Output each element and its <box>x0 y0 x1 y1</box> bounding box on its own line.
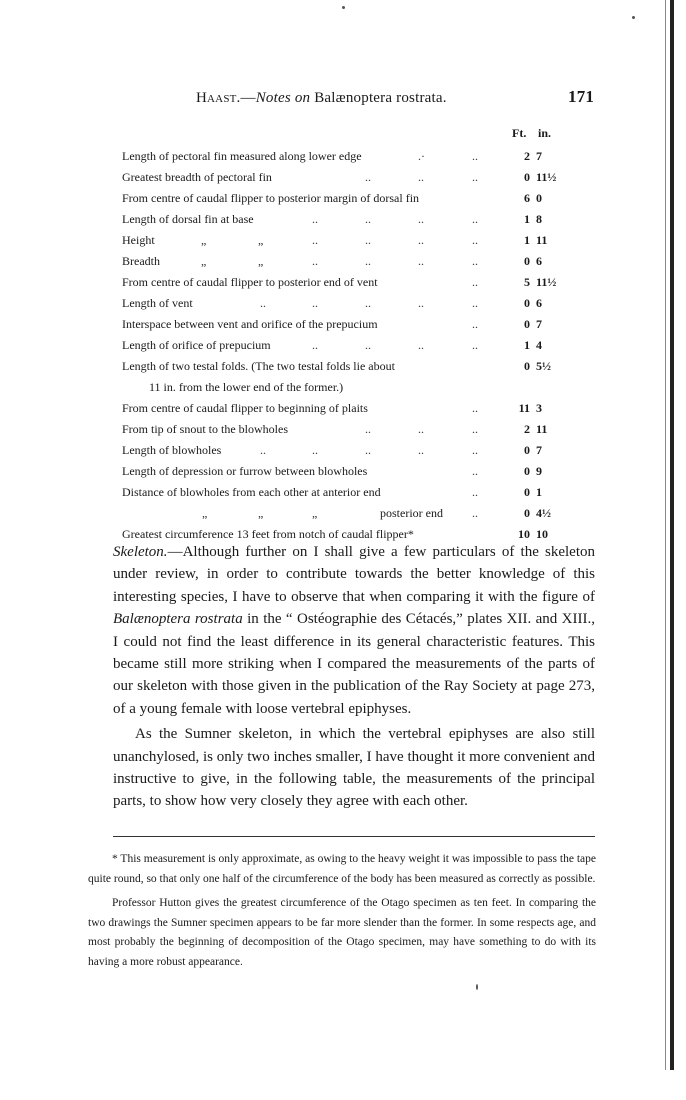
table-row <box>122 461 562 482</box>
leader-dots: .. <box>472 401 478 415</box>
leader-dots: .. <box>365 443 371 457</box>
print-speck <box>632 16 635 19</box>
running-header <box>196 87 636 107</box>
row-label: From centre of caudal flipper to posterior margin of dorsal fin <box>122 191 420 205</box>
row-inches: 4 <box>536 338 542 352</box>
table-row <box>122 503 562 524</box>
row-inches: 11½ <box>536 170 557 184</box>
leader-dots: .. <box>312 443 318 457</box>
leader-dots: .. <box>472 506 478 520</box>
footnote-1: * This measurement is only approximate, as owing to the heavy weight it was impossible to pass the tape quite round, so that only one half of the circumference of the body has been measured as correctly as possible. <box>88 853 596 885</box>
row-label: Height <box>122 233 155 247</box>
row-feet: 6 <box>524 191 530 205</box>
table-row <box>122 482 562 503</box>
row-inches: 4½ <box>536 506 551 520</box>
table-row <box>122 293 562 314</box>
leader-dots: .. <box>365 254 371 268</box>
leader-dots: .. <box>472 338 478 352</box>
leader-dots: .. <box>472 443 478 457</box>
table-row <box>122 335 562 356</box>
row-inches: 6 <box>536 254 542 268</box>
row-feet: 0 <box>524 296 530 310</box>
row-feet: 1 <box>524 212 530 226</box>
footnote-2: Professor Hutton gives the greatest circumference of the Otago specimen as ten feet. In comparing the two drawings the Sumner specimen appears to be far more slender than the former. In some respects age, and most probably the beginning of decomposition of the Otago specimen, may have something to do with its having a more robust appearance. <box>88 897 596 968</box>
row-feet: 0 <box>524 485 530 499</box>
binding-edge-line <box>665 0 666 1070</box>
leader-dots: .. <box>418 443 424 457</box>
ditto-mark: „ <box>201 254 207 268</box>
row-label: From centre of caudal flipper to beginning of plaits <box>122 401 368 415</box>
table-row <box>122 356 562 377</box>
leader-dots: .. <box>260 443 266 457</box>
row-label: Length of pectoral fin measured along lower edge <box>122 149 362 163</box>
row-feet: 0 <box>524 443 530 457</box>
row-feet: 11 <box>518 401 530 415</box>
row-feet: 0 <box>524 170 530 184</box>
units-header <box>512 126 551 141</box>
ditto-mark: „ <box>258 254 264 268</box>
paragraph-1-part-a: —Although further on I shall give a few particulars of the skeleton under review, in order to contribute towards the better knowledge of this interesting species, I have to observe that when comparing it with the figure of <box>113 544 595 605</box>
leader-dots: .. <box>365 212 371 226</box>
ditto-mark: „ <box>201 233 207 247</box>
header-title-italic: Notes on <box>255 90 311 106</box>
leader-dots: .. <box>418 296 424 310</box>
table-row <box>122 419 562 440</box>
row-feet: 10 <box>518 527 530 541</box>
inches-column-header: in. <box>538 126 552 140</box>
leader-dots: .. <box>260 296 266 310</box>
row-feet: 1 <box>524 338 530 352</box>
leader-dots: .. <box>472 464 478 478</box>
row-feet: 1 <box>524 233 530 247</box>
leader-dots: .. <box>365 233 371 247</box>
leader-dots: .. <box>472 422 478 436</box>
ditto-mark: „ <box>312 506 318 520</box>
leader-dots: .. <box>472 212 478 226</box>
row-label: From tip of snout to the blowholes <box>122 422 288 436</box>
row-label: Interspace between vent and orifice of the prepucium <box>122 317 378 331</box>
leader-dots: .· <box>418 149 425 163</box>
leader-dots: .. <box>365 170 371 184</box>
row-label: Distance of blowholes from each other at anterior end <box>122 485 381 499</box>
row-inches: 7 <box>536 149 542 163</box>
leader-dots: .. <box>312 254 318 268</box>
row-label: Breadth <box>122 254 160 268</box>
table-row <box>122 167 562 188</box>
header-separator: — <box>240 90 256 106</box>
row-inches: 10 <box>536 527 548 541</box>
row-feet: 5 <box>524 275 530 289</box>
leader-dots: .. <box>472 254 478 268</box>
leader-dots: .. <box>312 338 318 352</box>
header-title: Balænoptera rostrata. <box>314 90 447 106</box>
row-inches: 11½ <box>536 275 557 289</box>
leader-dots: .. <box>418 338 424 352</box>
paragraph-skeleton <box>113 541 595 720</box>
row-inches: 9 <box>536 464 542 478</box>
row-label: Length of depression or furrow between blowholes <box>122 464 368 478</box>
row-label: Length of vent <box>122 296 193 310</box>
leader-dots: .. <box>472 317 478 331</box>
row-inches: 7 <box>536 443 542 457</box>
row-feet: 2 <box>524 422 530 436</box>
leader-dots: .. <box>365 422 371 436</box>
row-inches: 1 <box>536 485 542 499</box>
row-inches: 8 <box>536 212 542 226</box>
table-row <box>122 377 562 398</box>
species-name: Balænoptera rostrata <box>113 611 243 628</box>
table-row <box>122 314 562 335</box>
header-author: Haast. <box>196 90 241 106</box>
leader-dots: .. <box>418 170 424 184</box>
skeleton-heading: Skeleton. <box>113 544 168 560</box>
leader-dots: .. <box>418 233 424 247</box>
body-text <box>113 541 595 813</box>
row-feet: 0 <box>524 254 530 268</box>
row-feet: 0 <box>524 359 530 373</box>
leader-dots: .. <box>472 485 478 499</box>
row-label-continued: 11 in. from the lower end of the former.) <box>149 380 344 394</box>
table-row <box>122 230 562 251</box>
row-label: Length of two testal folds. (The two testal folds lie about <box>122 359 395 373</box>
leader-dots: .. <box>472 296 478 310</box>
leader-dots: .. <box>472 170 478 184</box>
leader-dots: .. <box>312 233 318 247</box>
print-speck <box>476 984 478 990</box>
footnote-rule <box>113 836 595 837</box>
row-inches: 11 <box>536 422 548 436</box>
leader-dots: .. <box>365 338 371 352</box>
row-inches: 7 <box>536 317 542 331</box>
page-number: 171 <box>568 87 595 106</box>
row-inches: 6 <box>536 296 542 310</box>
ditto-mark: „ <box>258 233 264 247</box>
paragraph-sumner: As the Sumner skeleton, in which the vertebral epiphyses are also still unanchylosed, is only two inches smaller, I have thought it more convenient and instructive to give, in the following table, the measurements of the principal parts, to show how very closely they agree with each other. <box>113 726 595 810</box>
table-row <box>122 398 562 419</box>
footnotes <box>88 850 596 973</box>
binding-edge <box>670 0 674 1070</box>
leader-dots: .. <box>418 212 424 226</box>
row-feet: 0 <box>524 317 530 331</box>
row-label: From centre of caudal flipper to posterior end of vent <box>122 275 378 289</box>
row-label: Greatest breadth of pectoral fin <box>122 170 272 184</box>
row-label: Greatest circumference 13 feet from notch of caudal flipper* <box>122 527 414 541</box>
row-feet: 2 <box>524 149 530 163</box>
table-row <box>122 251 562 272</box>
row-label: posterior end <box>380 506 443 520</box>
leader-dots: .. <box>312 296 318 310</box>
row-label: Length of orifice of prepucium <box>122 338 271 352</box>
table-row <box>122 146 562 167</box>
table-row <box>122 188 562 209</box>
row-inches: 0 <box>536 191 542 205</box>
row-inches: 5½ <box>536 359 551 373</box>
table-row <box>122 440 562 461</box>
row-inches: 11 <box>536 233 548 247</box>
leader-dots: .. <box>472 149 478 163</box>
leader-dots: .. <box>472 275 478 289</box>
row-label: Length of dorsal fin at base <box>122 212 254 226</box>
row-label: Length of blowholes <box>122 443 222 457</box>
leader-dots: .. <box>365 296 371 310</box>
paragraph-1-part-b: in the “ Ostéographie des Cétacés,” plates XII. and XIII., I could not find the least difference in its general characteristic features. This became still more striking when I compared the measurements of the parts of our skeleton with those given in the publication of the Ray Society at page 273, of a young female with loose vertebral epiphyses. <box>113 611 595 717</box>
table-row <box>122 272 562 293</box>
row-inches: 3 <box>536 401 542 415</box>
leader-dots: .. <box>312 212 318 226</box>
leader-dots: .. <box>472 233 478 247</box>
ditto-mark: „ <box>202 506 208 520</box>
leader-dots: .. <box>418 254 424 268</box>
print-speck <box>342 6 345 9</box>
measurements-table <box>122 146 562 545</box>
ditto-mark: „ <box>258 506 264 520</box>
leader-dots: .. <box>418 422 424 436</box>
table-row <box>122 209 562 230</box>
feet-column-header: Ft. <box>512 126 527 140</box>
row-feet: 0 <box>524 464 530 478</box>
row-feet: 0 <box>524 506 530 520</box>
